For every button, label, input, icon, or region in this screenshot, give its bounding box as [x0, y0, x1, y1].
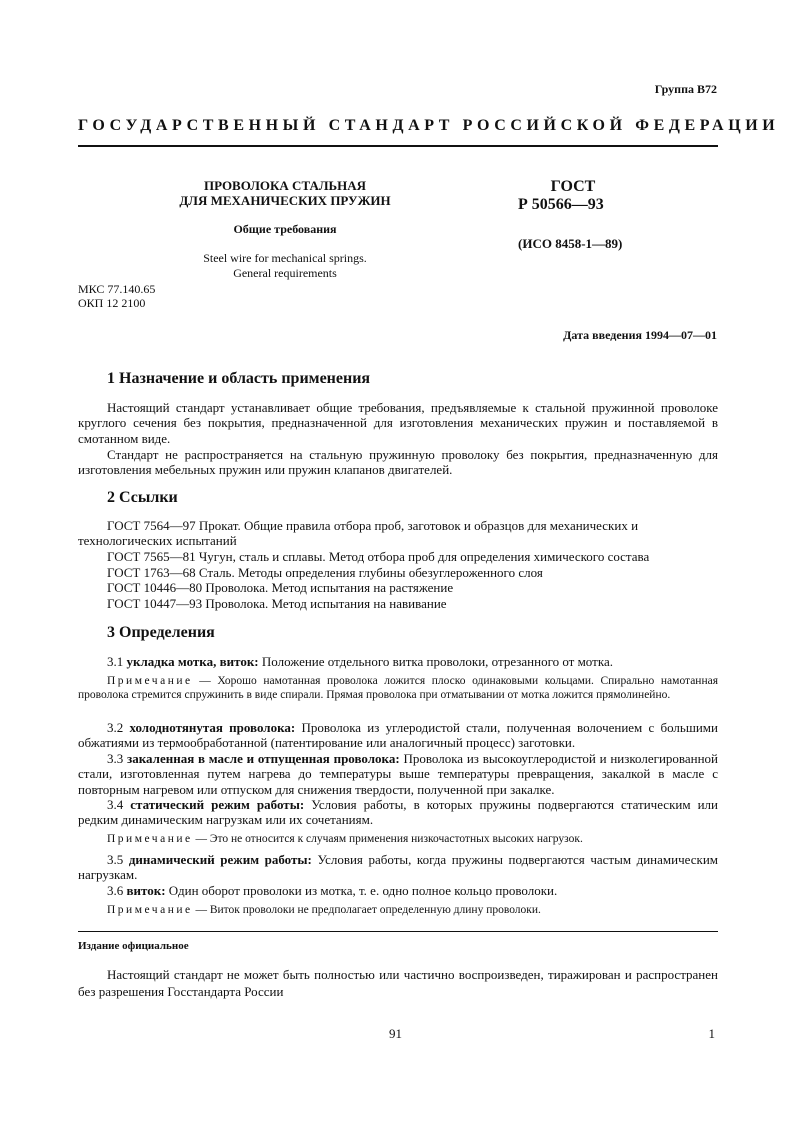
introduction-date: Дата введения 1994—07—01: [563, 328, 717, 342]
definition-text: Положение отдельного витка проволоки, отрезанного от мотка.: [261, 654, 613, 669]
copyright-text: Настоящий стандарт не может быть полностью или частично воспроизведен, тиражирован и распространен без разрешения Госстандарта России: [78, 967, 718, 999]
okp-code: ОКП 12 2100: [78, 296, 146, 310]
reference-item: ГОСТ 7565—81 Чугун, сталь и сплавы. Метод отбора проб для определения химического состава: [107, 549, 650, 564]
definition-number: 3.4: [107, 797, 124, 812]
definition-3-6: [78, 883, 718, 898]
definition-number: 3.6: [107, 883, 124, 898]
english-title-line-1: Steel wire for mechanical springs.: [203, 251, 367, 265]
sheet-number: 1: [708, 1026, 715, 1041]
section-1-p2-text: Стандарт не распространяется на стальную пружинную проволоку без покрытия, предназначенную для изготовления мебельных пружин или пружин клапанов двигателей.: [78, 447, 718, 478]
note-text: — Хорошо намотанная проволока ложится плоско одинаковыми кольцами. Спирально намотанная проволока стремится спружинить в виде спирали. Прямая проволока при отматывании от мотка ложится прямолинейно.: [78, 675, 719, 701]
official-edition-label: Издание официальное: [78, 940, 189, 952]
definition-term: статический режим работы:: [130, 797, 305, 812]
definition-term: виток:: [126, 883, 166, 898]
definition-text: Проволока из высокоуглеродистой и низколегированной стали, изготовленная путем нагрева до температуры выше температуры превращения, закалкой в масле с повторным нагревом или отпуском для снижения твердости, полученной при закалке.: [78, 751, 719, 797]
gost-designation: [518, 178, 628, 252]
section-1-heading: 1 Назначение и область применения: [107, 370, 371, 387]
section-1-paragraph-2: [78, 447, 718, 478]
gost-number: Р 50566—93: [518, 196, 604, 213]
section-2-heading: 2 Ссылки: [107, 489, 178, 506]
definition-3-2: [78, 720, 718, 751]
english-title-line-2: General requirements: [233, 266, 337, 280]
subtitle: Общие требования: [233, 222, 337, 236]
title-block: [140, 178, 430, 281]
section-1-p1-text: Настоящий стандарт устанавливает общие требования, предъявляемые к стальной пружинной проволоке круглого сечения без покрытия, предназначенной для изготовления механических пружин и поставляемой в смотанном виде.: [78, 400, 718, 446]
definition-term: укладка мотка, виток:: [126, 654, 259, 669]
note-label: Примечание: [107, 833, 193, 845]
definition-3-4: [78, 797, 718, 828]
note-label: Примечание: [107, 675, 193, 687]
note-1: [78, 674, 718, 702]
reference-item: ГОСТ 1763—68 Сталь. Методы определения глубины обезуглероженного слоя: [107, 565, 543, 580]
definition-text: Проволока из углеродистой стали, полученная волочением с большими обжатиями из термообработанной (патентирование или аналогичный процесс) заготовки.: [78, 720, 718, 751]
definition-number: 3.3: [107, 751, 124, 766]
note-2: [78, 832, 718, 846]
footer-divider: [78, 931, 718, 932]
note-label: Примечание: [107, 904, 193, 916]
definition-3-1: [78, 654, 718, 669]
note-text: — Это не относится к случаям применения низкочастотных высоких нагрузок.: [195, 833, 583, 845]
definition-term: холоднотянутая проволока:: [129, 720, 296, 735]
section-1-paragraph-1: [78, 400, 718, 446]
iso-reference: (ИСО 8458-1—89): [518, 236, 623, 251]
group-code: Группа В72: [654, 82, 717, 96]
copyright-notice: [78, 966, 718, 1000]
definition-number: 3.1: [107, 654, 124, 669]
definition-term: динамический режим работы:: [128, 852, 312, 867]
standard-banner: ГОСУДАРСТВЕННЫЙ СТАНДАРТ РОССИЙСКОЙ ФЕДЕРАЦИИ: [78, 117, 780, 134]
reference-item: ГОСТ 10447—93 Проволока. Метод испытания на навивание: [107, 596, 447, 611]
note-3: [78, 903, 718, 917]
classification-codes: [78, 282, 155, 310]
gost-label: ГОСТ: [550, 178, 596, 195]
page-number: 91: [389, 1026, 402, 1041]
header-divider: [78, 145, 718, 147]
definition-number: 3.2: [107, 720, 124, 735]
definition-3-3: [78, 751, 718, 797]
definition-text: Один оборот проволоки из мотка, т. е. одно полное кольцо проволоки.: [168, 883, 558, 898]
definition-text: Условия работы, в которых пружины подвергаются статическим или редким динамическим нагрузкам или их сочетаниям.: [78, 797, 718, 828]
reference-item: [78, 518, 718, 549]
section-3-heading: 3 Определения: [107, 624, 215, 641]
definition-3-5: [78, 852, 718, 883]
title-line-1: ПРОВОЛОКА СТАЛЬНАЯ: [203, 178, 367, 193]
definition-term: закаленная в масле и отпущенная проволока:: [127, 751, 400, 766]
mks-code: МКС 77.140.65: [78, 282, 156, 296]
note-text: — Виток проволоки не предполагает определенную длину проволоки.: [195, 904, 541, 916]
definition-number: 3.5: [107, 852, 124, 867]
reference-item: ГОСТ 10446—80 Проволока. Метод испытания на растяжение: [107, 580, 454, 595]
reference-text: ГОСТ 7564—97 Прокат. Общие правила отбора проб, заготовок и образцов для механических и технологических испытаний: [78, 518, 639, 549]
definition-text: Условия работы, когда пружины подвергаются частым динамическим нагрузкам.: [78, 852, 718, 883]
title-line-2: ДЛЯ МЕХАНИЧЕСКИХ ПРУЖИН: [179, 193, 391, 208]
